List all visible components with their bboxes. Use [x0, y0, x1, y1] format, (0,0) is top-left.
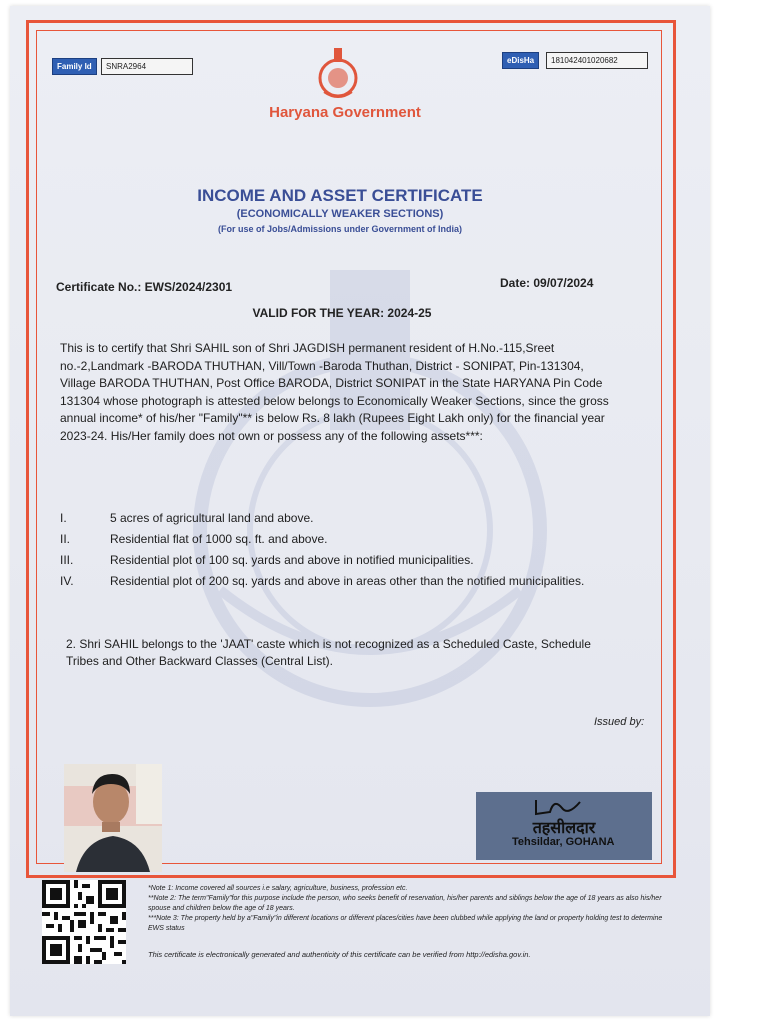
- stamp-english-text: Tehsildar, GOHANA: [512, 836, 615, 848]
- edisha-value: 181042401020682: [546, 52, 648, 69]
- asset-list: [60, 510, 620, 594]
- asset-text: Residential plot of 100 sq. yards and above in notified municipalities.: [110, 553, 474, 567]
- asset-text: Residential flat of 1000 sq. ft. and above.: [110, 532, 328, 546]
- caste-statement: 2. Shri SAHIL belongs to the 'JAAT' caste which is not recognized as a Scheduled Caste, Schedule Tribes and Other Backward Classes (Central List).: [66, 637, 591, 668]
- edisha-label: eDisHa: [502, 52, 539, 69]
- asset-number: IV.: [60, 574, 74, 588]
- certificate-title: INCOME AND ASSET CERTIFICATE: [197, 186, 483, 205]
- person-photo-icon: [64, 764, 162, 872]
- verification-note: This certificate is electronically generated and authenticity of this certificate can be verified from http://edisha.gov.in.: [148, 950, 531, 959]
- family-id-value: SNRA2964: [101, 58, 193, 75]
- certificate-subnote: (For use of Jobs/Admissions under Government of India): [217, 224, 463, 234]
- applicant-photo: [64, 764, 162, 872]
- asset-text: 5 acres of agricultural land and above.: [110, 511, 314, 525]
- government-name: Haryana Government: [269, 104, 421, 121]
- issued-by-label: Issued by:: [594, 716, 645, 728]
- qr-code-icon[interactable]: [42, 880, 126, 964]
- footnotes: [148, 884, 678, 934]
- list-item: [60, 510, 620, 526]
- asset-number: III.: [60, 553, 74, 567]
- list-item: [60, 531, 620, 547]
- certificate-number: Certificate No.: EWS/2024/2301: [56, 280, 233, 294]
- asset-text: Residential plot of 200 sq. yards and above in areas other than the notified municipalities.: [110, 574, 585, 588]
- certificate-body: This is to certify that Shri SAHIL son of Shri JAGDISH permanent resident of H.No.-115,Sreet no.-2,Landmark -BARODA THUTHAN, Vill/Town -Baroda Thuthan, District - SONIPAT, Pin-131304, Village BARODA THUTHAN, Post Office BARODA, District SONIPAT in the State HARYANA Pin Code 131304 whose photograph is attested below belongs to Economically Weaker Sections, since the gross annual income* of his/her "Family"** is below Rs. 8 lakh (Rupees Eight Lakh only) for the financial year 2023-24. His/Her family does not own or possess any of the following assets***:: [60, 341, 609, 443]
- stamp-hindi-text: तहसीलदार: [532, 818, 596, 837]
- footnote-2: **Note 2: The term"Family"for this purpose include the person, who seeks benefit of reservation, his/her parents and siblings below the age of 18 years as also his/her spouse and children below the age of 18 years.: [148, 895, 662, 912]
- certificate-date: Date: 09/07/2024: [500, 276, 594, 290]
- tehsildar-stamp: [476, 792, 652, 860]
- footnote-1: *Note 1: Income covered all sources i.e salary, agriculture, business, profession etc.: [148, 885, 408, 892]
- list-item: [60, 573, 620, 589]
- footnote-3: ***Note 3: The property held by a"Family"in different locations or different places/cities have been clubbed while applying the land or property holding test to determine EWS status: [148, 915, 663, 932]
- asset-number: II.: [60, 532, 71, 546]
- asset-number: I.: [60, 511, 67, 525]
- certificate-inner-border: [36, 30, 662, 864]
- certificate-subtitle: (ECONOMICALLY WEAKER SECTIONS): [236, 208, 444, 220]
- haryana-emblem-icon: [316, 46, 360, 102]
- validity-year: VALID FOR THE YEAR: 2024-25: [252, 306, 432, 320]
- list-item: [60, 552, 620, 568]
- family-id-label: Family Id: [52, 58, 97, 75]
